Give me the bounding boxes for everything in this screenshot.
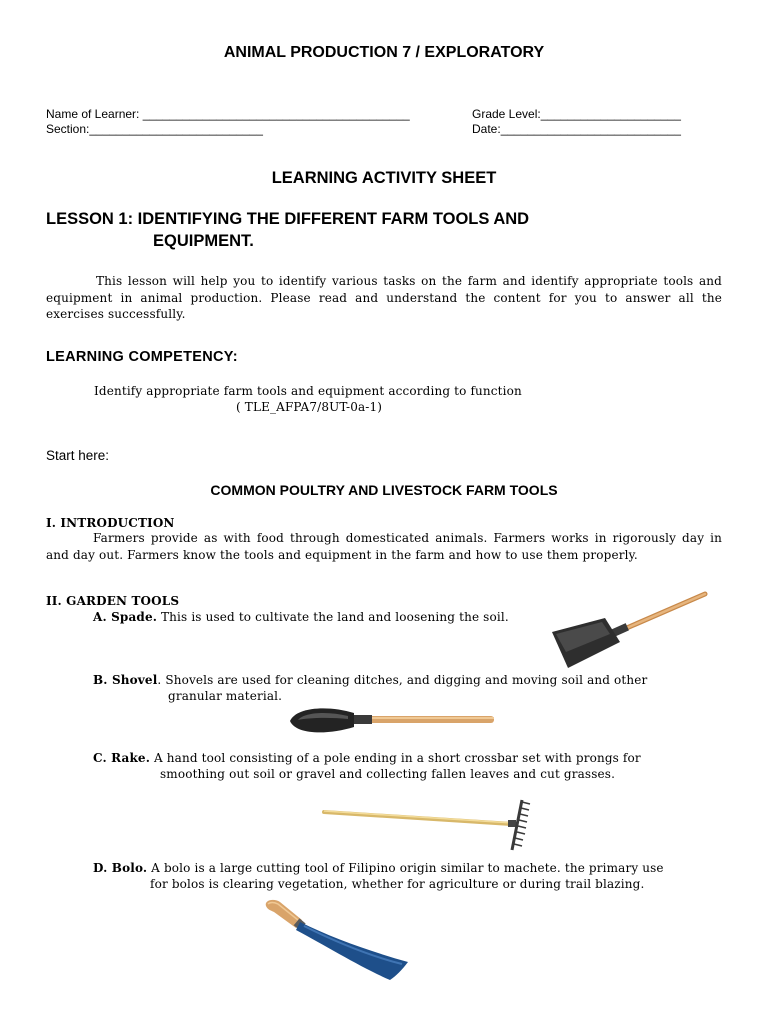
competency-text: Identify appropriate farm tools and equipment according to function xyxy=(94,384,522,398)
shovel-text: . Shovels are used for cleaning ditches, and digging and moving soil and other xyxy=(157,673,648,687)
bolo-text-line2: for bolos is clearing vegetation, whether for agriculture or during trail blazing. xyxy=(150,877,645,891)
shovel-text-line2: granular material. xyxy=(168,689,283,703)
date-field[interactable] xyxy=(472,122,681,136)
sheet-title: LEARNING ACTIVITY SHEET xyxy=(271,169,497,187)
lesson-heading-line2: EQUIPMENT. xyxy=(153,232,254,250)
bolo-text: A bolo is a large cutting tool of Filipino origin similar to machete. the primary use xyxy=(147,861,664,875)
document-title: ANIMAL PRODUCTION 7 / EXPLORATORY xyxy=(223,44,545,61)
spade-icon xyxy=(550,590,710,670)
name-label: Name of Learner: xyxy=(46,107,143,121)
date-line: ___________________________ xyxy=(500,122,681,136)
garden-tools-heading: II. GARDEN TOOLS xyxy=(46,594,180,608)
introduction-heading: I. INTRODUCTION xyxy=(46,516,175,530)
rake-text-line2: smoothing out soil or gravel and collecting fallen leaves and cut grasses. xyxy=(160,767,616,781)
bolo-icon xyxy=(262,898,412,984)
rake-description xyxy=(93,750,641,767)
date-label: Date: xyxy=(472,122,501,136)
competency-heading: LEARNING COMPETENCY: xyxy=(46,349,238,365)
section-line: __________________________ xyxy=(89,122,263,136)
shovel-icon xyxy=(288,705,498,739)
section-field[interactable] xyxy=(46,122,263,136)
section-title: COMMON POULTRY AND LIVESTOCK FARM TOOLS xyxy=(210,482,558,498)
rake-icon xyxy=(322,798,534,854)
bolo-description xyxy=(93,860,664,877)
name-line: ________________________________________ xyxy=(142,107,410,121)
grade-label: Grade Level: xyxy=(472,107,541,121)
start-here-label: Start here: xyxy=(46,448,110,463)
lesson-heading-line1: LESSON 1: IDENTIFYING THE DIFFERENT FARM TOOLS AND xyxy=(46,210,530,228)
shovel-term: B. Shovel xyxy=(93,673,158,687)
name-of-learner-field[interactable] xyxy=(46,107,410,121)
spade-description xyxy=(93,609,509,626)
introduction-text: Farmers provide as with food through domesticated animals. Farmers works in rigorously day in and day out. Farmers know the tools and equipment in the farm and how to use them properly. xyxy=(46,531,722,562)
grade-line: _____________________ xyxy=(540,107,681,121)
intro-paragraph: This lesson will help you to identify various tasks on the farm and identify appropriate tools and equipment in animal production. Please read and understand the content for you to answer all the exercises successfully. xyxy=(46,274,722,321)
shovel-description xyxy=(93,672,647,689)
grade-level-field[interactable] xyxy=(472,107,681,121)
spade-text: This is used to cultivate the land and loosening the soil. xyxy=(157,610,509,624)
competency-code: ( TLE_AFPA7/8UT-0a-1) xyxy=(236,400,383,414)
bolo-term: D. Bolo. xyxy=(93,861,148,875)
rake-term: C. Rake. xyxy=(93,751,151,765)
rake-text: A hand tool consisting of a pole ending in a short crossbar set with prongs for xyxy=(150,751,641,765)
section-label: Section: xyxy=(46,122,90,136)
spade-term: A. Spade. xyxy=(93,610,158,624)
